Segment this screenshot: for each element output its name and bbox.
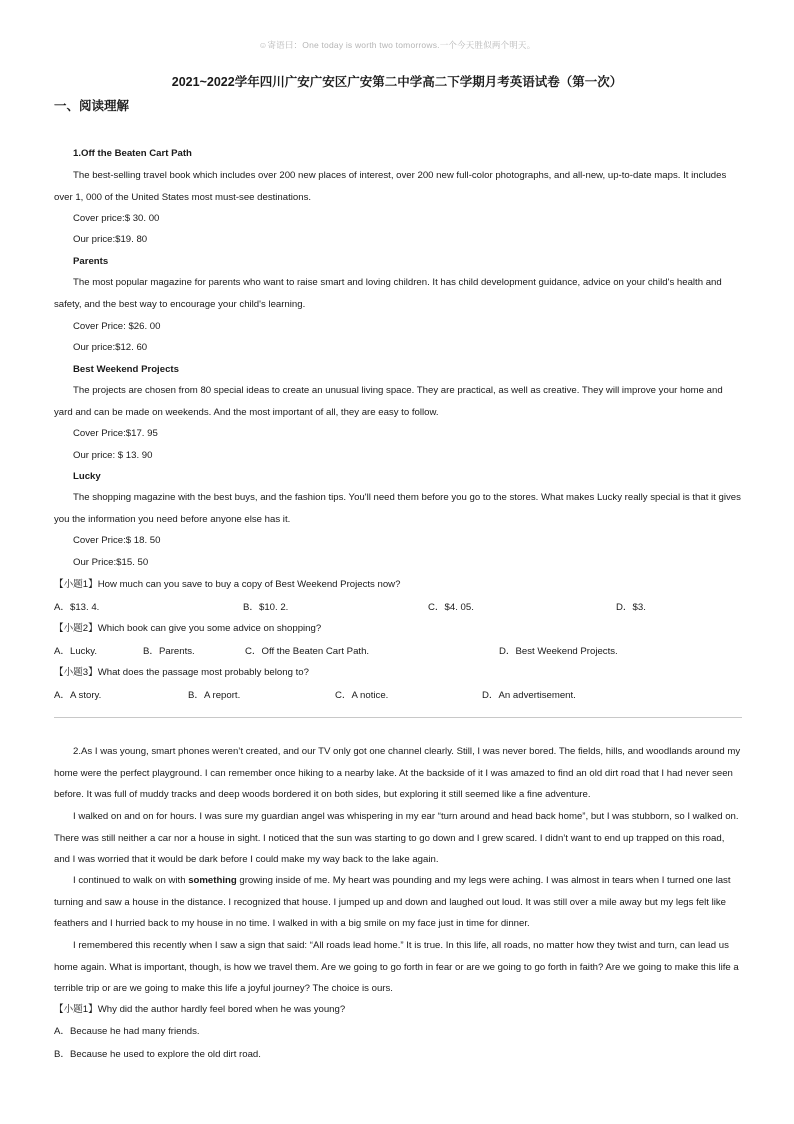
item1-our-price: Our price:$19. 80 bbox=[73, 234, 148, 245]
q2-paragraph-2: I walked on and on for hours. I was sure my guardian angel was whispering in my ear “turn around and head back home”, but I was stubborn, so I walked on. There was still neither a car nor a house in sight. I noticed that the sun was starting to go down and I grew scared. I didn’t want to end up trapped on this road, and I was worried that it would be dark before I could make my way back to the lake again. bbox=[54, 811, 739, 865]
q1-sub1-option-b[interactable]: B．$10. 2. bbox=[243, 602, 289, 613]
item4-our-price: Our Price:$15. 50 bbox=[73, 557, 149, 568]
q2-paragraph-3-emphasis: something bbox=[188, 875, 237, 886]
q1-sub2-option-b[interactable]: B．Parents. bbox=[143, 646, 195, 657]
item1-title: 1.Off the Beaten Cart Path bbox=[73, 148, 192, 159]
item1-cover-price: Cover price:$ 30. 00 bbox=[73, 213, 160, 224]
q1-sub2-option-c[interactable]: C．Off the Beaten Cart Path. bbox=[245, 646, 370, 657]
q1-sub1-option-d[interactable]: D．$3. bbox=[616, 602, 646, 613]
q2-sub1-option-a[interactable]: A．Because he had many friends. bbox=[54, 1026, 200, 1037]
q2-sub1-question: 【小题1】Why did the author hardly feel bored when he was young? bbox=[54, 1004, 346, 1015]
item3-title: Best Weekend Projects bbox=[73, 364, 179, 375]
q1-sub1-question: 【小题1】How much can you save to buy a copy of Best Weekend Projects now? bbox=[54, 579, 401, 590]
item2-cover-price: Cover Price: $26. 00 bbox=[73, 321, 161, 332]
section-heading: 一、阅读理解 bbox=[54, 98, 130, 113]
q1-sub3-option-c[interactable]: C．A notice. bbox=[335, 690, 389, 701]
motto-watermark: ☺寄语曰：One today is worth two tomorrows.一个今天胜似两个明天。 bbox=[258, 40, 536, 50]
item1-description: The best-selling travel book which includes over 200 new places of interest, over 200 new full-color photographs, and all-new, up-to-date maps. It includes over 1, 000 of the United States most must-see destinations. bbox=[54, 170, 727, 203]
question-divider bbox=[54, 717, 742, 718]
item3-cover-price: Cover Price:$17. 95 bbox=[73, 428, 158, 439]
q2-paragraph-1: 2.As I was young, smart phones weren’t created, and our TV only got one channel clearly. Still, I was never bored. The fields, hills, and woodlands around my home were the perfect playground. I can remember once hiking to a nearby lake. At the backside of it I was amazed to find an old dirt road that I had never seen before. It was full of muddy tracks and deep woods bordered it on both sides, but exploring it still seemed like a fine adventure. bbox=[54, 746, 741, 800]
q2-paragraph-4: I remembered this recently when I saw a sign that said: “All roads lead home.” It is true. In this life, all roads, no matter how they twist and turn, can lead us home again. What is important, though, is how we travel them. Are we going to go forth in fear or are we going to go forth in faith? Are we going to make this life a terrible trip or are we going to make this life a joyful journey? The choice is ours. bbox=[54, 940, 739, 994]
q1-sub1-option-a[interactable]: A．$13. 4. bbox=[54, 602, 100, 613]
q1-sub2-option-a[interactable]: A．Lucky. bbox=[54, 646, 98, 657]
item2-title: Parents bbox=[73, 256, 109, 267]
q2-paragraph-3-start: I continued to walk on with bbox=[73, 875, 189, 886]
q1-sub2-question: 【小题2】Which book can give you some advice on shopping? bbox=[54, 623, 322, 634]
item3-description: The projects are chosen from 80 special ideas to create an unusual living space. They are practical, as well as creative. They will improve your home and yard and can be made on weekends. And the most important of all, they are easy to follow. bbox=[54, 385, 723, 418]
item4-cover-price: Cover Price:$ 18. 50 bbox=[73, 535, 161, 546]
q1-sub1-option-c[interactable]: C．$4. 05. bbox=[428, 602, 474, 613]
item2-our-price: Our price:$12. 60 bbox=[73, 342, 148, 353]
q1-sub2-option-d[interactable]: D．Best Weekend Projects. bbox=[499, 646, 618, 657]
item2-description: The most popular magazine for parents who want to raise smart and loving children. It has child development guidance, advice on your child's health and safety, and the best way to encourage your child's learning. bbox=[54, 277, 722, 310]
q1-sub3-option-a[interactable]: A．A story. bbox=[54, 690, 102, 701]
q1-sub3-question: 【小题3】What does the passage most probably belong to? bbox=[54, 667, 309, 678]
q1-sub3-option-b[interactable]: B．A report. bbox=[188, 690, 241, 701]
q2-paragraph-3 bbox=[54, 870, 742, 935]
item3-our-price: Our price: $ 13. 90 bbox=[73, 450, 153, 461]
item4-description: The shopping magazine with the best buys, and the fashion tips. You'll need them before you go to the stores. What makes Lucky really special is that it gives you the information you need before anyone else has it. bbox=[54, 492, 741, 525]
q2-paragraph-3-end: growing inside of me. My heart was pounding and my legs were aching. I was almost in tears when I turned one last turning and saw a house in the distance. I recognized that house. I jumped up and down and laughed out loud. It was still over a mile away but my legs felt like feathers and I hurried back to my house in no time. I walked in with a big smile on my face just in time for dinner. bbox=[54, 875, 731, 929]
q2-sub1-option-b[interactable]: B．Because he used to explore the old dirt road. bbox=[54, 1049, 261, 1060]
item4-title: Lucky bbox=[73, 471, 101, 482]
exam-title: 2021~2022学年四川广安广安区广安第二中学高二下学期月考英语试卷（第一次） bbox=[171, 75, 623, 89]
q1-sub3-option-d[interactable]: D．An advertisement. bbox=[482, 690, 576, 701]
